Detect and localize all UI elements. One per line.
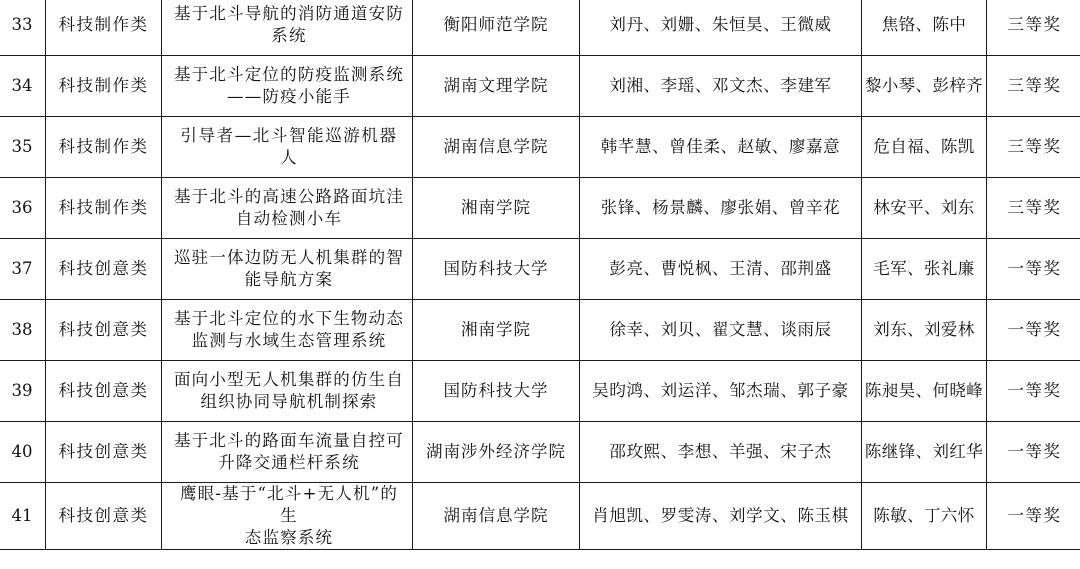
project-title: 基于北斗导航的消防通道安防 系统 [173,4,405,45]
project-title-cell [162,361,413,422]
advisors-cell: 焦铬、陈中 [862,0,987,56]
members-cell: 韩芊慧、曾佳柔、赵敏、廖嘉意 [580,117,862,178]
table-row [0,178,1080,239]
advisors-cell: 林安平、刘东 [862,178,987,239]
table-row [0,117,1080,178]
advisors-cell: 陈昶昊、何晓峰 [862,361,987,422]
school-cell: 湘南学院 [413,178,580,239]
school-cell: 湖南信息学院 [413,117,580,178]
members-cell: 刘丹、刘姗、朱恒昊、王微威 [580,0,862,56]
school-cell: 湖南文理学院 [413,56,580,117]
award-cell: 三等奖 [987,0,1080,56]
row-number: 37 [0,239,46,300]
members-cell: 徐幸、刘贝、翟文慧、谈雨辰 [580,300,862,361]
award-cell: 一等奖 [987,422,1080,483]
project-title: 引导者—北斗智能巡游机器人 [180,126,398,167]
project-title-cell [162,239,413,300]
members-cell: 肖旭凯、罗雯涛、刘学文、陈玉棋 [580,483,862,550]
school-cell: 湖南涉外经济学院 [413,422,580,483]
advisors-cell: 刘东、刘爱林 [862,300,987,361]
row-number: 38 [0,300,46,361]
row-number: 39 [0,361,46,422]
school-cell: 衡阳师范学院 [413,0,580,56]
project-title: 基于北斗的路面车流量自控可 升降交通栏杆系统 [173,431,405,472]
row-number: 35 [0,117,46,178]
row-number: 36 [0,178,46,239]
project-title: 基于北斗定位的防疫监测系统 ——防疫小能手 [173,65,405,106]
advisors-cell: 毛军、张礼廉 [862,239,987,300]
award-cell: 一等奖 [987,483,1080,550]
category-cell: 科技创意类 [46,361,162,422]
project-title: 基于北斗的高速公路路面坑洼 自动检测小车 [173,187,405,228]
members-cell: 张锋、杨景麟、廖张娟、曾辛花 [580,178,862,239]
category-cell: 科技制作类 [46,178,162,239]
table-row [0,422,1080,483]
award-cell: 一等奖 [987,361,1080,422]
row-number: 40 [0,422,46,483]
table-row [0,56,1080,117]
project-title-cell [162,483,413,550]
school-cell: 湖南信息学院 [413,483,580,550]
row-number: 33 [0,0,46,56]
members-cell: 吴昀鸿、刘运洋、邹杰瑞、郭子豪 [580,361,862,422]
project-title-cell [162,422,413,483]
table-row [0,483,1080,550]
award-cell: 一等奖 [987,300,1080,361]
project-title: 鹰眼-基于“北斗+无人机”的 生 态监察系统 [179,484,399,547]
members-cell: 彭亮、曹悦枫、王清、邵荆盛 [580,239,862,300]
project-title: 基于北斗定位的水下生物动态 监测与水域生态管理系统 [173,309,405,350]
advisors-cell: 危自福、陈凯 [862,117,987,178]
project-title: 巡驻一体边防无人机集群的智 能导航方案 [173,248,405,289]
project-title-cell [162,56,413,117]
table-row [0,239,1080,300]
school-cell: 国防科技大学 [413,361,580,422]
category-cell: 科技创意类 [46,422,162,483]
category-cell: 科技创意类 [46,483,162,550]
advisors-cell: 陈继锋、刘红华 [862,422,987,483]
advisors-cell: 黎小琴、彭梓齐 [862,56,987,117]
members-cell: 刘湘、李瑶、邓文杰、李建军 [580,56,862,117]
award-cell: 一等奖 [987,239,1080,300]
table-row [0,361,1080,422]
category-cell: 科技创意类 [46,300,162,361]
award-cell: 三等奖 [987,56,1080,117]
category-cell: 科技制作类 [46,0,162,56]
project-title-cell [162,0,413,56]
category-cell: 科技制作类 [46,117,162,178]
school-cell: 国防科技大学 [413,239,580,300]
project-title-cell [162,117,413,178]
project-title: 面向小型无人机集群的仿生自 组织协同导航机制探索 [173,370,405,411]
table-row [0,0,1080,56]
award-cell: 三等奖 [987,178,1080,239]
project-title-cell [162,300,413,361]
award-cell: 三等奖 [987,117,1080,178]
row-number: 34 [0,56,46,117]
category-cell: 科技制作类 [46,56,162,117]
advisors-cell: 陈敏、丁六怀 [862,483,987,550]
category-cell: 科技创意类 [46,239,162,300]
row-number: 41 [0,483,46,550]
table-row [0,300,1080,361]
project-title-cell [162,178,413,239]
school-cell: 湘南学院 [413,300,580,361]
members-cell: 邵玫熙、李想、羊强、宋子杰 [580,422,862,483]
